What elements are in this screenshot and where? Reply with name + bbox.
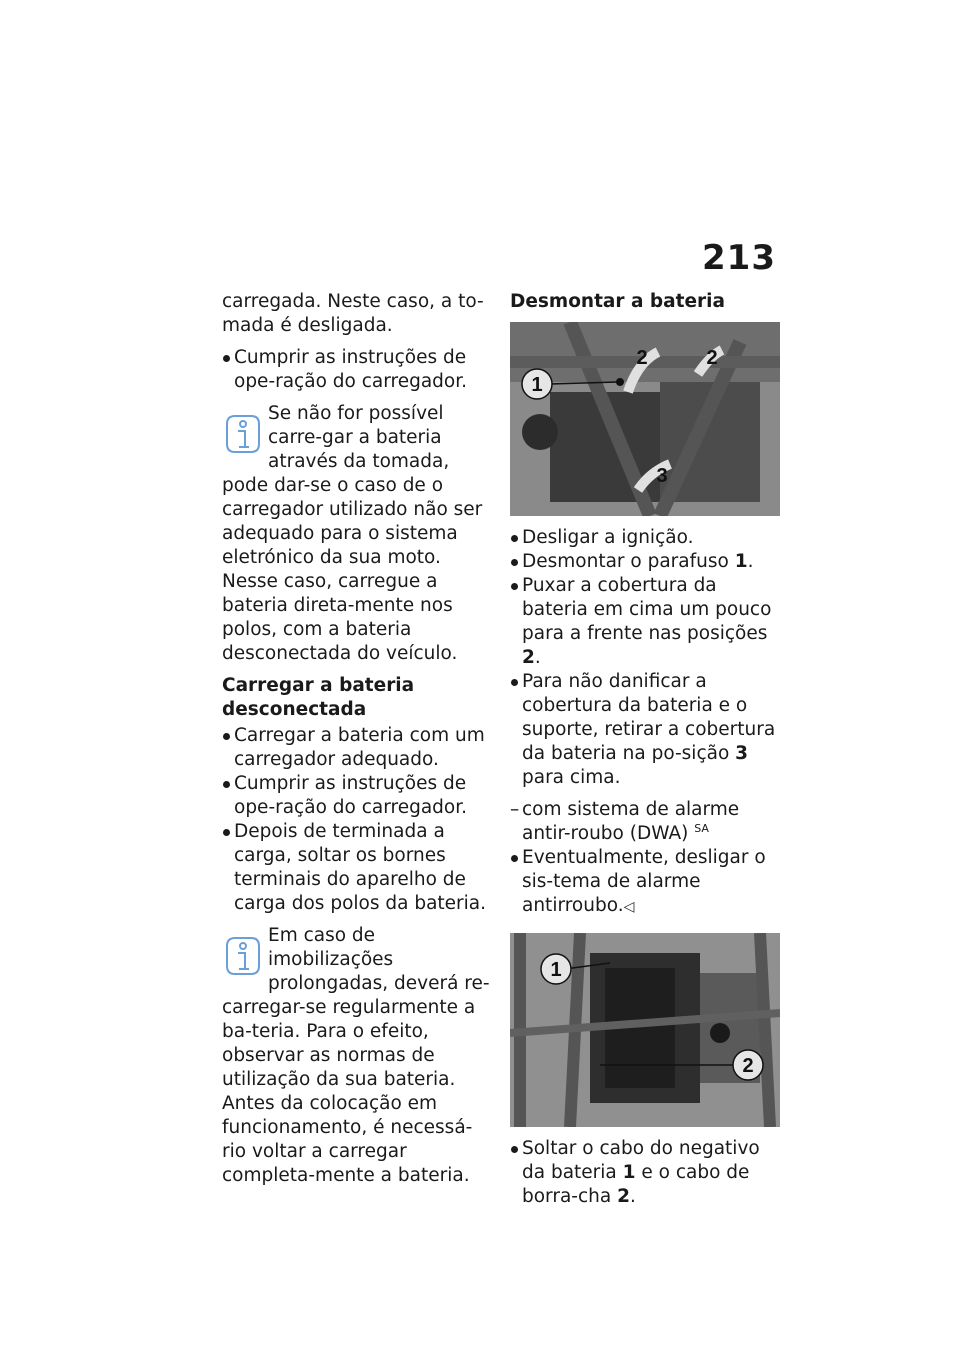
info-icon [224,932,262,980]
callout-label: 2 [706,347,718,369]
list-item: Depois de terminada a carga, soltar os bornes terminais do aparelho de carga dos polos da bateria. [222,820,492,916]
list-item: Eventualmente, desligar o sis-tema de alarme antirroubo.◁ [510,846,782,919]
section-heading: Carregar a bateria desconectada [222,675,415,720]
list-item: Carregar a bateria com um carregador adequado. [222,724,492,772]
condition-item: – com sistema de alarme antir-roubo (DWA) $^{SA}$ [510,798,782,846]
info-note [222,924,492,1188]
list-item: Desligar a ignição. [510,526,782,550]
callout-label: 1 [550,959,562,981]
callout-label: 1 [531,374,543,396]
note-text: Se não for possível carre-gar a bateria através da tomada, pode dar-se o caso de o carregador utilizado não ser adequado para o sistema eletrónico da sua moto. Nesse caso, carregue a bateria direta-mente nos polos, com a bateria desconectada do veículo. [222,403,483,664]
list-item: Cumprir as instruções de ope-ração do carregador. [222,346,492,394]
paragraph: carregada. Neste caso, a to-mada é desligada. [222,291,484,336]
note-text: Em caso de imobilizações prolongadas, deverá re-carregar-se regularmente a ba-teria. Para o efeito, observar as normas de utilização da sua bateria. Antes da colocação em funcionamento, é necessá-rio voltar a carregar completa-mente a bateria. [222,925,490,1186]
section-heading: Desmontar a bateria [510,291,725,312]
callout-label: 2 [742,1055,754,1077]
right-column [510,290,782,1209]
list-item: Cumprir as instruções de ope-ração do carregador. [222,772,492,820]
list-item: Puxar a cobertura da bateria em cima um pouco para a frente nas posições 2. [510,574,782,670]
info-icon [224,410,262,458]
page-number: 213 [702,238,776,278]
list-item: Para não danificar a cobertura da bateria e o suporte, retirar a cobertura da bateria na po-sição 3 para cima. [510,670,782,790]
battery-cover-photo [510,322,780,516]
callout-label: 2 [636,347,648,369]
sa-marker: SA [694,821,709,835]
info-note [222,402,492,666]
list-item: Soltar o cabo do negativo da bateria 1 e o cabo de borra-cha 2. [510,1137,782,1209]
battery-cables-photo [510,933,780,1127]
callout-label: 3 [656,465,668,487]
list-item: Desmontar o parafuso 1. [510,550,782,574]
end-triangle-icon: ◁ [623,899,635,915]
left-column [222,290,492,1196]
